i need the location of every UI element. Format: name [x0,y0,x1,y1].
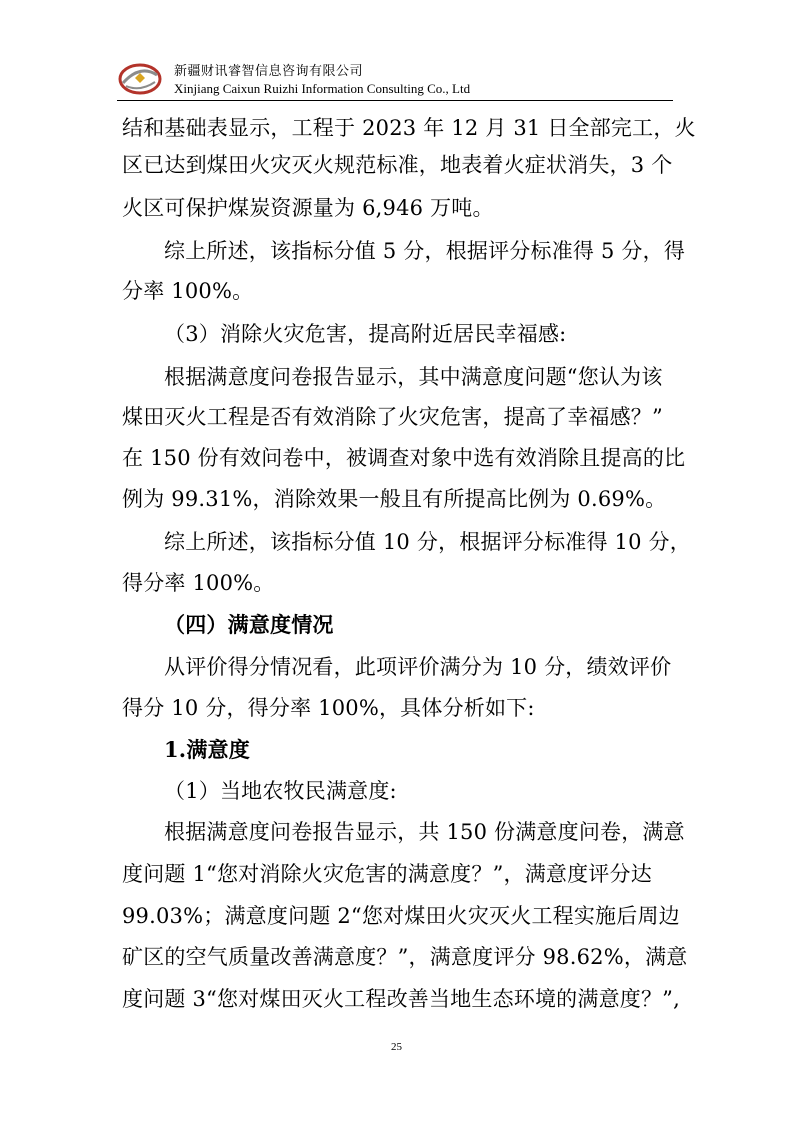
paragraph-line: 区已达到煤田火灾灭火规范标准，地表着火症状消失，3 个 [122,153,673,177]
paragraph-line: 综上所述，该指标分值 10 分，根据评分标准得 10 分， [164,530,691,554]
paragraph-line: 根据满意度问卷报告显示，共 150 份满意度问卷，满意 [164,820,685,844]
paragraph-line: 分率 100%。 [122,279,254,303]
paragraph-line: 结和基础表显示，工程于 2023 年 12 月 31 日全部完工，火 [122,116,696,140]
sub-heading: （3）消除火灾危害，提高附近居民幸福感: [164,322,567,346]
paragraph-line: 例为 99.31%，消除效果一般且有所提高比例为 0.69%。 [122,487,667,511]
sub-section-heading: 1.满意度 [164,737,250,762]
company-name-chinese: 新疆财讯睿智信息咨询有限公司 [174,64,364,79]
sub-heading: （1）当地农牧民满意度: [164,779,397,803]
paragraph-line: 得分 10 分，得分率 100%，具体分析如下: [122,696,535,720]
section-heading: （四）满意度情况 [164,612,334,637]
company-logo-icon [117,62,163,96]
paragraph-line: 煤田灭火工程是否有效消除了火灾危害，提高了幸福感？” [122,405,663,429]
paragraph-line: 从评价得分情况看，此项评价满分为 10 分，绩效评价 [164,655,672,679]
page-header [117,56,673,102]
paragraph-line: 综上所述，该指标分值 5 分，根据评分标准得 5 分，得 [164,239,686,263]
header-rule [117,100,673,101]
paragraph-line: 得分率 100%。 [122,571,275,595]
paragraph-line: 度问题 1“您对消除火灾危害的满意度？”，满意度评分达 [122,862,652,886]
paragraph-line: 矿区的空气质量改善满意度？”，满意度评分 98.62%，满意 [122,945,688,969]
paragraph-line: 在 150 份有效问卷中，被调查对象中选有效消除且提高的比 [122,446,686,470]
paragraph-line: 根据满意度问卷报告显示，其中满意度问题“您认为该 [164,365,663,389]
company-name-english: Xinjiang Caixun Ruizhi Information Consulting Co., Ltd [174,81,471,96]
paragraph-line: 度问题 3“您对煤田灭火工程改善当地生态环境的满意度？”, [122,987,680,1011]
paragraph-line: 99.03%；满意度问题 2“您对煤田火灾灭火工程实施后周边 [122,904,680,928]
page-number: 25 [391,1041,402,1053]
paragraph-line: 火区可保护煤炭资源量为 6,946 万吨。 [122,196,494,220]
